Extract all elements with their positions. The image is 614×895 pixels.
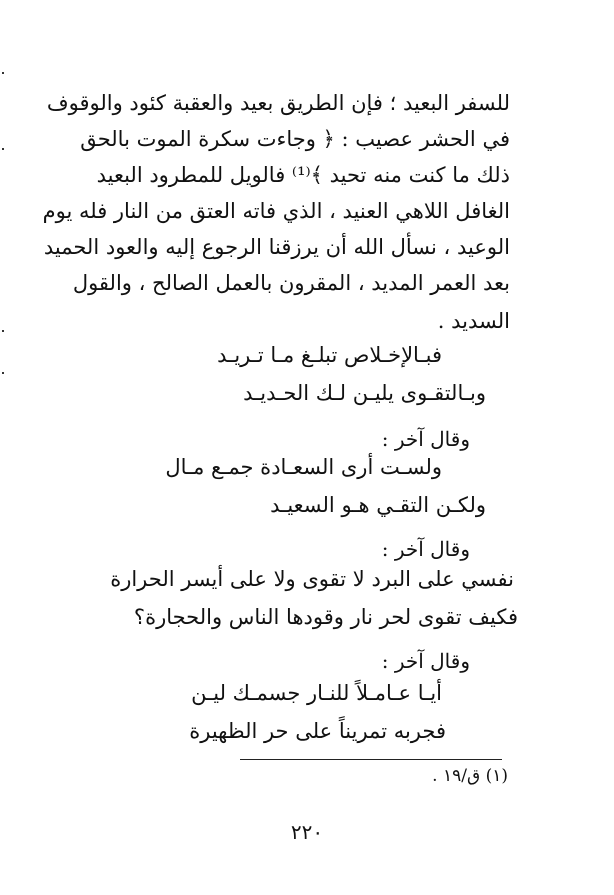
prose-line: بعد العمر المديد ، المقرون بالعمل الصالح ، والقول [72, 271, 510, 295]
verse-second-hemistich: وبـالتقـوى يليـن لـك الحـديـد [243, 381, 486, 405]
verse-first-hemistich: نفسي على البرد لا تقوى ولا على أيسر الحرارة [110, 567, 514, 591]
prose-line: للسفر البعيد ؛ فإن الطريق بعيد والعقبة كئود والوقوف [46, 91, 510, 115]
footnote-separator [240, 759, 502, 760]
footnote: (١) ق/١٩ . [432, 766, 508, 786]
prose-line: الغافل اللاهي العنيد ، الذي فاته العتق من النار فله يوم [42, 199, 510, 223]
margin-mark [2, 372, 4, 374]
verse-second-hemistich: ولكـن التقـي هـو السعيـد [270, 493, 486, 517]
quote-label: وقال آخر : [381, 649, 470, 673]
verse-second-hemistich: فجربه تمريناً على حر الظهيرة [189, 719, 446, 743]
margin-mark [2, 72, 4, 74]
prose-line: السديد . [437, 309, 510, 333]
quote-label: وقال آخر : [381, 537, 470, 561]
prose-line: ذلك ما كنت منه تحيد ﴾⁽¹⁾ فالويل للمطرود البعيد [96, 163, 510, 187]
margin-mark [2, 148, 4, 150]
prose-line: في الحشر عصيب : ﴿ وجاءت سكرة الموت بالحق [80, 127, 510, 151]
quote-label: وقال آخر : [381, 427, 470, 451]
margin-mark [2, 330, 4, 332]
verse-first-hemistich: ولسـت أرى السعـادة جمـع مـال [165, 455, 442, 479]
prose-line: الوعيد ، نسأل الله أن يرزقنا الرجوع إليه والعود الحميد [43, 235, 510, 259]
page-number: ٢٢٠ [290, 820, 324, 844]
verse-first-hemistich: أيـا عـامـلاً للنـار جسمـك ليـن [191, 681, 442, 705]
verse-first-hemistich: فبـالإخـلاص تبلـغ مـا تـريـد [217, 343, 442, 367]
verse-second-hemistich: فكيف تقوى لحر نار وقودها الناس والحجارة؟ [133, 605, 518, 629]
